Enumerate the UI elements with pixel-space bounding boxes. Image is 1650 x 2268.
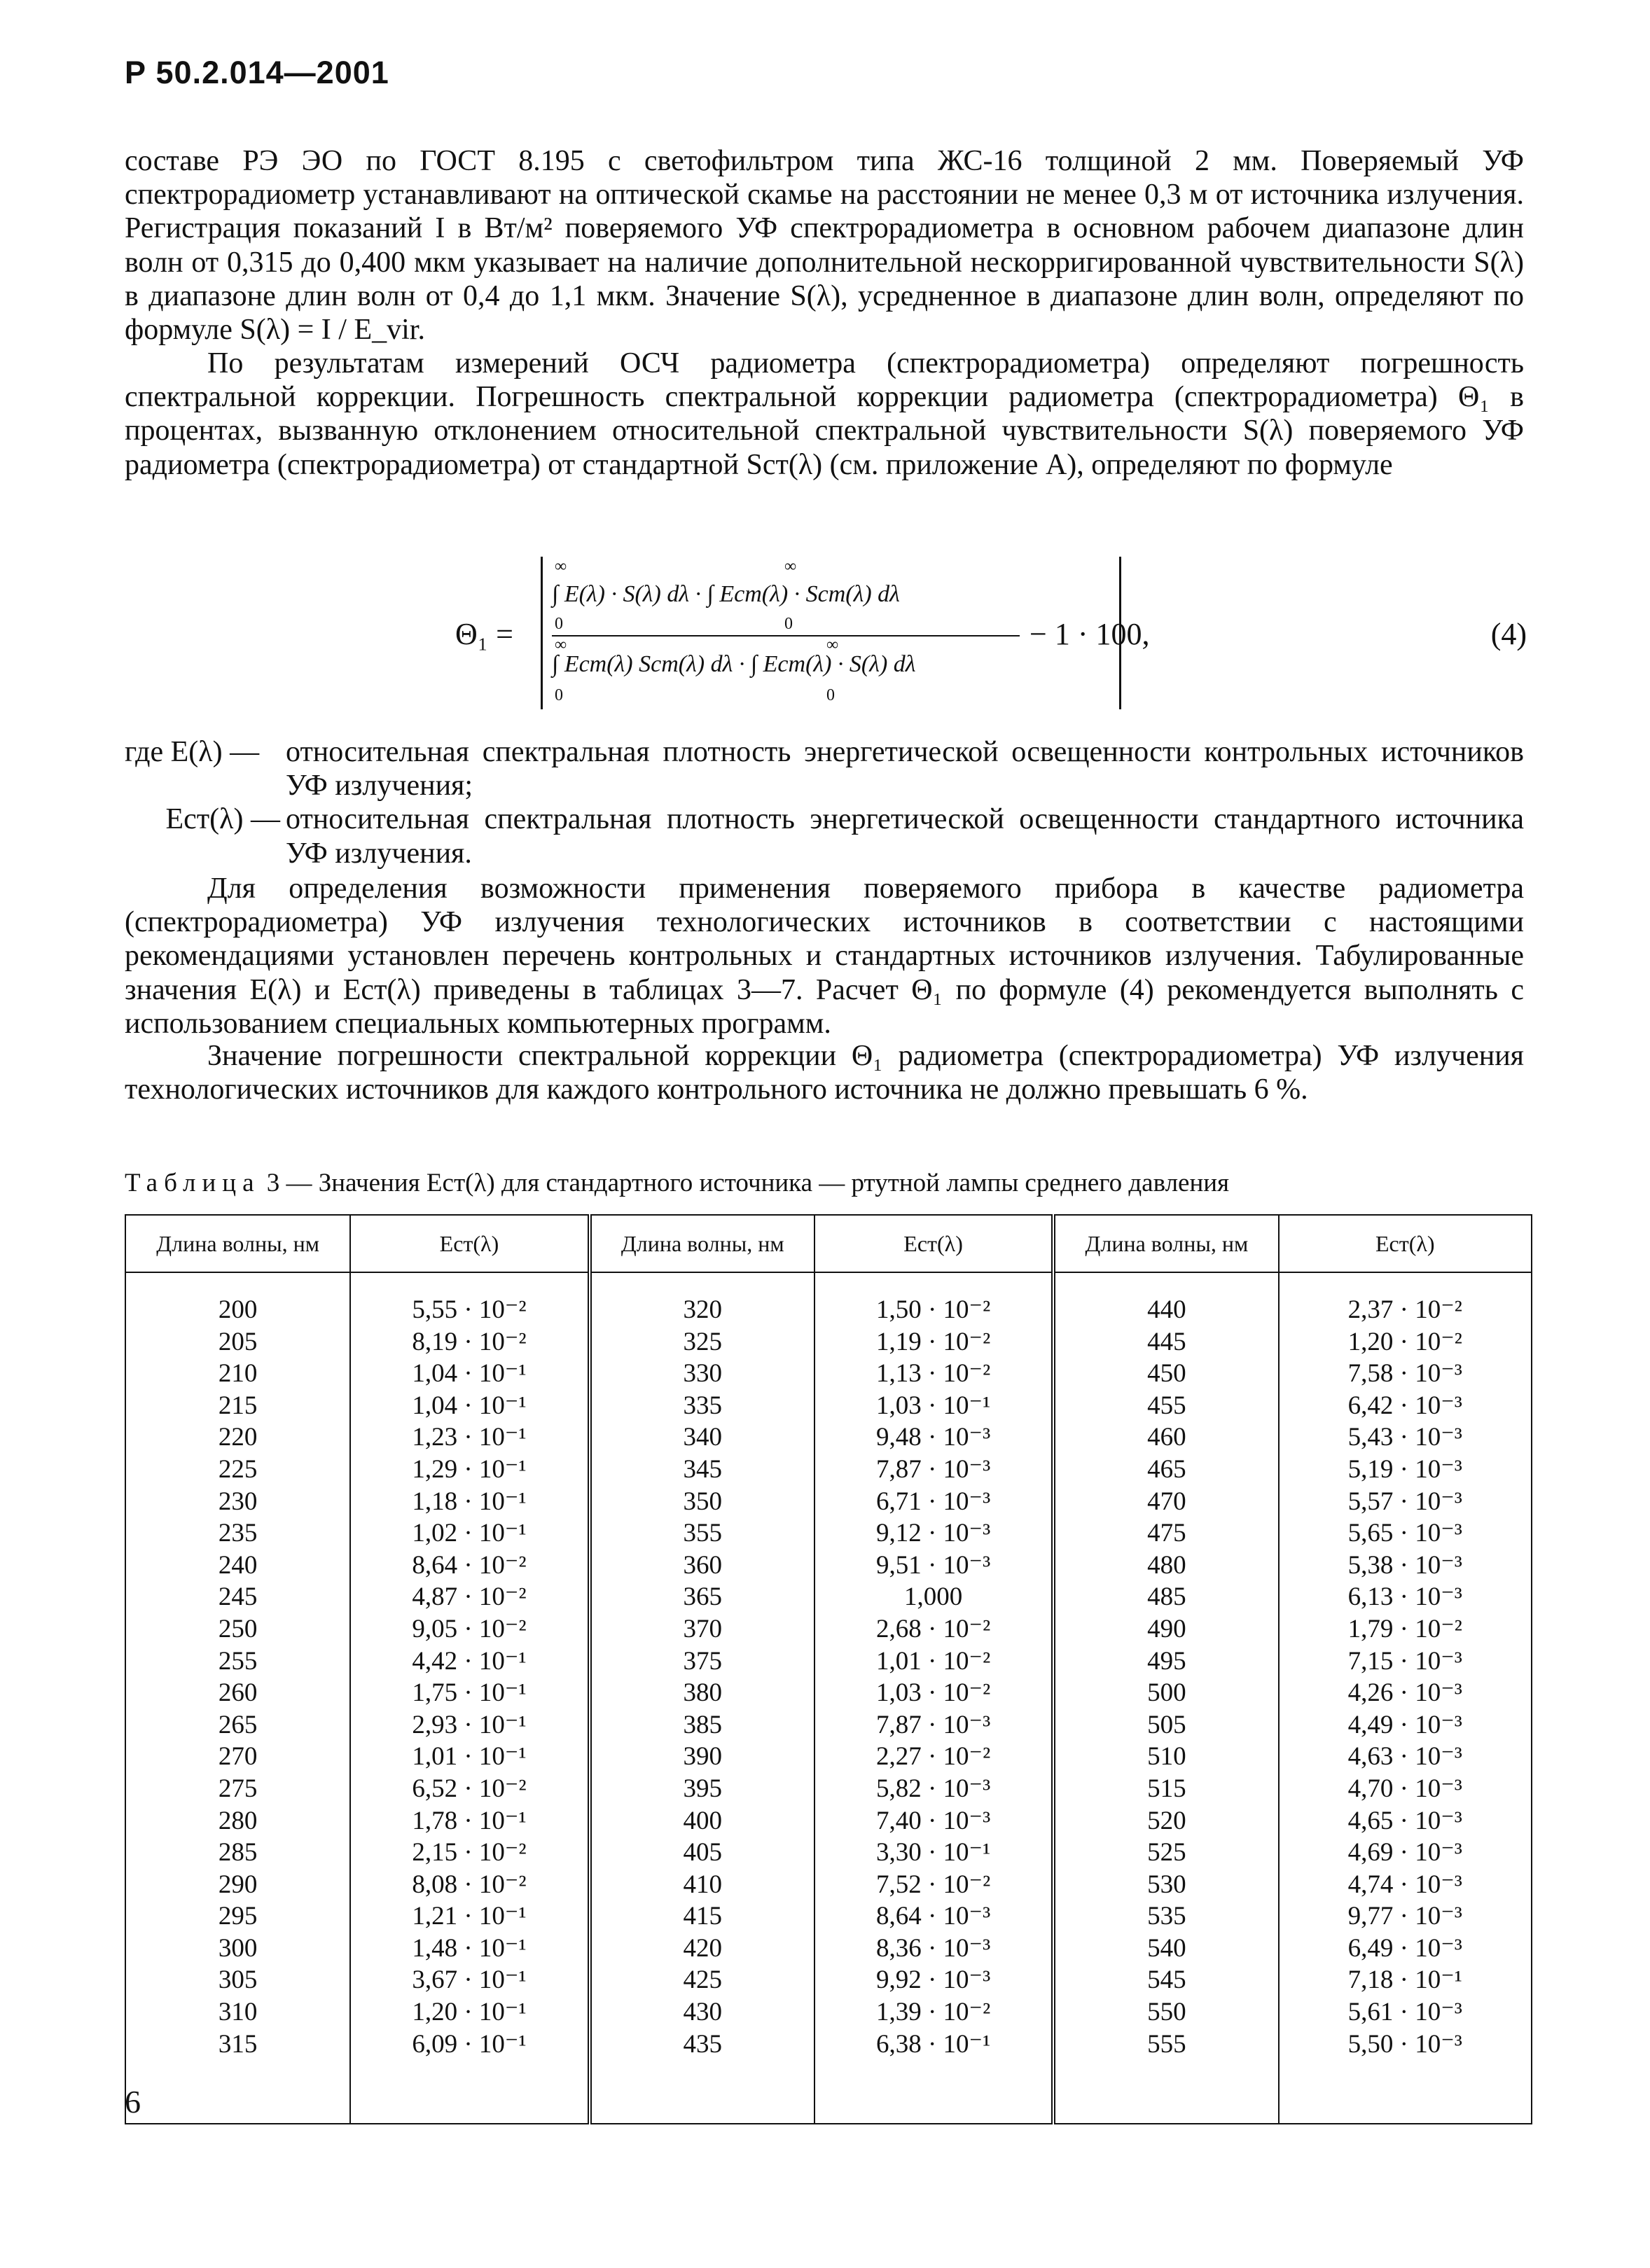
- table-row: [125, 1550, 1532, 1582]
- lower-limit: 0: [555, 615, 563, 633]
- table-row: [125, 1454, 1532, 1486]
- wavelength-cell: 445: [1053, 1326, 1278, 1358]
- wavelength-cell: 480: [1053, 1550, 1278, 1582]
- value-cell: 9,51 · 10⁻³: [814, 1550, 1053, 1582]
- wavelength-cell: 360: [590, 1550, 814, 1582]
- formula-lhs: Θ₁ =: [455, 617, 513, 651]
- wavelength-cell: 225: [125, 1454, 350, 1486]
- formula-numerator: ∫ E(λ) · S(λ) dλ · ∫ Eст(λ) · Sст(λ) dλ: [552, 581, 900, 607]
- value-cell: 9,48 · 10⁻³: [814, 1421, 1053, 1454]
- value-cell: 4,42 · 10⁻¹: [350, 1646, 589, 1678]
- value-cell: 5,50 · 10⁻³: [1279, 2029, 1532, 2061]
- column-header: Длина волны, нм: [590, 1215, 814, 1272]
- wavelength-cell: 440: [1053, 1294, 1278, 1326]
- value-cell: 5,55 · 10⁻²: [350, 1294, 589, 1326]
- wavelength-cell: 380: [590, 1677, 814, 1709]
- table-row: [125, 1326, 1532, 1358]
- value-cell: 7,15 · 10⁻³: [1279, 1646, 1532, 1678]
- abs-bar-left: [541, 557, 543, 709]
- wavelength-cell: 235: [125, 1517, 350, 1550]
- wavelength-cell: 210: [125, 1358, 350, 1390]
- value-cell: 1,23 · 10⁻¹: [350, 1421, 589, 1454]
- table-header-row: [125, 1215, 1532, 1272]
- value-cell: 2,37 · 10⁻²: [1279, 1294, 1532, 1326]
- wavelength-cell: 220: [125, 1421, 350, 1454]
- value-cell: 4,69 · 10⁻³: [1279, 1837, 1532, 1869]
- wavelength-cell: 495: [1053, 1646, 1278, 1678]
- table-row: [125, 1741, 1532, 1773]
- column-header: Длина волны, нм: [1053, 1215, 1278, 1272]
- table-row: [125, 2029, 1532, 2061]
- value-cell: 6,52 · 10⁻²: [350, 1773, 589, 1805]
- table-row: [125, 1646, 1532, 1678]
- value-cell: 1,78 · 10⁻¹: [350, 1805, 589, 1837]
- page-number: 6: [125, 2084, 141, 2120]
- wavelength-cell: 470: [1053, 1486, 1278, 1518]
- value-cell: 9,92 · 10⁻³: [814, 1964, 1053, 1996]
- wavelength-cell: 530: [1053, 1869, 1278, 1901]
- value-cell: 1,03 · 10⁻¹: [814, 1390, 1053, 1422]
- wavelength-cell: 485: [1053, 1581, 1278, 1613]
- wavelength-cell: 280: [125, 1805, 350, 1837]
- wavelength-cell: 325: [590, 1326, 814, 1358]
- wavelength-cell: 400: [590, 1805, 814, 1837]
- wavelength-cell: 205: [125, 1326, 350, 1358]
- wavelength-cell: 230: [125, 1486, 350, 1518]
- column-header: Eст(λ): [1279, 1215, 1532, 1272]
- value-cell: 4,87 · 10⁻²: [350, 1581, 589, 1613]
- table-bottom-spacer: [125, 2060, 1532, 2124]
- value-cell: 4,65 · 10⁻³: [1279, 1805, 1532, 1837]
- table-row: [125, 1709, 1532, 1741]
- definition-term: где E(λ) —: [125, 736, 260, 768]
- wavelength-cell: 240: [125, 1550, 350, 1582]
- wavelength-cell: 525: [1053, 1837, 1278, 1869]
- wavelength-cell: 365: [590, 1581, 814, 1613]
- wavelength-cell: 535: [1053, 1900, 1278, 1933]
- wavelength-cell: 310: [125, 1996, 350, 2029]
- value-cell: 6,38 · 10⁻¹: [814, 2029, 1053, 2061]
- value-cell: 1,01 · 10⁻²: [814, 1646, 1053, 1678]
- wavelength-cell: 375: [590, 1646, 814, 1678]
- wavelength-cell: 290: [125, 1869, 350, 1901]
- value-cell: 9,05 · 10⁻²: [350, 1613, 589, 1646]
- wavelength-cell: 550: [1053, 1996, 1278, 2029]
- wavelength-cell: 370: [590, 1613, 814, 1646]
- formula-tail: − 1 · 100,: [1029, 617, 1150, 651]
- value-cell: 6,13 · 10⁻³: [1279, 1581, 1532, 1613]
- value-cell: 2,68 · 10⁻²: [814, 1613, 1053, 1646]
- table-spacer-row: [125, 1272, 1532, 1294]
- value-cell: 4,63 · 10⁻³: [1279, 1741, 1532, 1773]
- value-cell: 1,48 · 10⁻¹: [350, 1933, 589, 1965]
- table-row: [125, 1486, 1532, 1518]
- table-row: [125, 1933, 1532, 1965]
- value-cell: 1,75 · 10⁻¹: [350, 1677, 589, 1709]
- value-cell: 7,18 · 10⁻¹: [1279, 1964, 1532, 1996]
- table-row: [125, 1773, 1532, 1805]
- value-cell: 7,87 · 10⁻³: [814, 1454, 1053, 1486]
- wavelength-cell: 515: [1053, 1773, 1278, 1805]
- value-cell: 1,29 · 10⁻¹: [350, 1454, 589, 1486]
- value-cell: 6,09 · 10⁻¹: [350, 2029, 589, 2061]
- wavelength-cell: 335: [590, 1390, 814, 1422]
- definition-item: [125, 735, 1524, 802]
- value-cell: 3,67 · 10⁻¹: [350, 1964, 589, 1996]
- wavelength-cell: 415: [590, 1900, 814, 1933]
- value-cell: 1,13 · 10⁻²: [814, 1358, 1053, 1390]
- lower-limit: 0: [555, 686, 563, 704]
- paragraph-4: Значение погрешности спектральной коррекции Θ₁ радиометра (спектрорадиометра) УФ излучения технологических источников для каждого контрольного источника не должно превышать 6 %.: [125, 1040, 1524, 1106]
- wavelength-cell: 305: [125, 1964, 350, 1996]
- value-cell: 8,64 · 10⁻²: [350, 1550, 589, 1582]
- wavelength-cell: 255: [125, 1646, 350, 1678]
- wavelength-cell: 250: [125, 1613, 350, 1646]
- formula-4: [434, 553, 1527, 714]
- wavelength-cell: 300: [125, 1933, 350, 1965]
- upper-limit: ∞: [555, 557, 567, 576]
- paragraph-2: По результатам измерений ОСЧ радиометра (спектрорадиометра) определяют погрешность спектральной коррекции. Погрешность спектральной коррекции радиометра (спектрорадиометра) Θ₁ в процентах, вызванную отклонением относительной спектральной чувствительности S(λ) поверяемого УФ радиометра (спектрорадиометра) от стандартной Sст(λ) (см. приложение А), определяют по формуле: [125, 347, 1524, 481]
- value-cell: 8,64 · 10⁻³: [814, 1900, 1053, 1933]
- value-cell: 1,03 · 10⁻²: [814, 1677, 1053, 1709]
- wavelength-cell: 385: [590, 1709, 814, 1741]
- upper-limit: ∞: [784, 557, 797, 576]
- table-row: [125, 1837, 1532, 1869]
- lower-limit: 0: [784, 615, 793, 633]
- wavelength-cell: 355: [590, 1517, 814, 1550]
- table-caption-text: 3 — Значения Eст(λ) для стандартного источника — ртутной лампы среднего давления: [266, 1169, 1230, 1197]
- table-row: [125, 1517, 1532, 1550]
- wavelength-cell: 505: [1053, 1709, 1278, 1741]
- value-cell: 1,79 · 10⁻²: [1279, 1613, 1532, 1646]
- equation-number: (4): [1490, 617, 1527, 651]
- wavelength-cell: 270: [125, 1741, 350, 1773]
- wavelength-cell: 540: [1053, 1933, 1278, 1965]
- definition-term: Eст(λ) —: [165, 803, 280, 836]
- wavelength-cell: 330: [590, 1358, 814, 1390]
- wavelength-cell: 520: [1053, 1805, 1278, 1837]
- value-cell: 6,71 · 10⁻³: [814, 1486, 1053, 1518]
- definitions-list: [125, 735, 1524, 870]
- value-cell: 2,27 · 10⁻²: [814, 1741, 1053, 1773]
- value-cell: 4,26 · 10⁻³: [1279, 1677, 1532, 1709]
- table-row: [125, 1869, 1532, 1901]
- table-row: [125, 1294, 1532, 1326]
- value-cell: 1,19 · 10⁻²: [814, 1326, 1053, 1358]
- fraction-line: [552, 635, 1020, 636]
- wavelength-cell: 410: [590, 1869, 814, 1901]
- value-cell: 8,19 · 10⁻²: [350, 1326, 589, 1358]
- table-row: [125, 1805, 1532, 1837]
- value-cell: 6,42 · 10⁻³: [1279, 1390, 1532, 1422]
- definition-text: относительная спектральная плотность энергетической освещенности стандартного источника УФ излучения.: [286, 803, 1524, 870]
- wavelength-cell: 395: [590, 1773, 814, 1805]
- value-cell: 1,21 · 10⁻¹: [350, 1900, 589, 1933]
- data-table: [125, 1214, 1532, 2124]
- wavelength-cell: 405: [590, 1837, 814, 1869]
- paragraph-3: Для определения возможности применения поверяемого прибора в качестве радиометра (спектрорадиометра) УФ излучения технологических источников в соответствии с настоящими рекомендациями установлен перечень контрольных и стандартных источников излучения. Табулированные значения E(λ) и Eст(λ) приведены в таблицах 3—7. Расчет Θ₁ по формуле (4) рекомендуется выполнять с использованием специальных компьютерных программ.: [125, 872, 1524, 1040]
- definition-item: [125, 802, 1524, 870]
- value-cell: 5,19 · 10⁻³: [1279, 1454, 1532, 1486]
- wavelength-cell: 315: [125, 2029, 350, 2061]
- value-cell: 7,40 · 10⁻³: [814, 1805, 1053, 1837]
- value-cell: 1,20 · 10⁻²: [1279, 1326, 1532, 1358]
- document-code-header: Р 50.2.014—2001: [125, 55, 389, 90]
- wavelength-cell: 285: [125, 1837, 350, 1869]
- wavelength-cell: 340: [590, 1421, 814, 1454]
- value-cell: 4,74 · 10⁻³: [1279, 1869, 1532, 1901]
- table-row: [125, 1421, 1532, 1454]
- value-cell: 1,000: [814, 1581, 1053, 1613]
- table-row: [125, 1581, 1532, 1613]
- value-cell: 5,57 · 10⁻³: [1279, 1486, 1532, 1518]
- wavelength-cell: 420: [590, 1933, 814, 1965]
- table-body: [125, 1272, 1532, 2124]
- wavelength-cell: 320: [590, 1294, 814, 1326]
- wavelength-cell: 390: [590, 1741, 814, 1773]
- value-cell: 1,04 · 10⁻¹: [350, 1358, 589, 1390]
- wavelength-cell: 490: [1053, 1613, 1278, 1646]
- table-row: [125, 1677, 1532, 1709]
- value-cell: 7,58 · 10⁻³: [1279, 1358, 1532, 1390]
- value-cell: 5,82 · 10⁻³: [814, 1773, 1053, 1805]
- table-caption-label: Таблица: [125, 1169, 261, 1197]
- wavelength-cell: 295: [125, 1900, 350, 1933]
- table-row: [125, 1900, 1532, 1933]
- value-cell: 1,02 · 10⁻¹: [350, 1517, 589, 1550]
- value-cell: 5,38 · 10⁻³: [1279, 1550, 1532, 1582]
- column-header: Eст(λ): [814, 1215, 1053, 1272]
- wavelength-cell: 455: [1053, 1390, 1278, 1422]
- table-row: [125, 1358, 1532, 1390]
- table-caption: [125, 1168, 1229, 1198]
- value-cell: 1,18 · 10⁻¹: [350, 1486, 589, 1518]
- upper-limit: ∞: [826, 636, 839, 654]
- wavelength-cell: 500: [1053, 1677, 1278, 1709]
- lower-limit: 0: [826, 686, 835, 704]
- wavelength-cell: 275: [125, 1773, 350, 1805]
- definition-text: относительная спектральная плотность энергетической освещенности контрольных источников УФ излучения;: [286, 736, 1524, 802]
- value-cell: 1,01 · 10⁻¹: [350, 1741, 589, 1773]
- column-header: Eст(λ): [350, 1215, 589, 1272]
- value-cell: 4,49 · 10⁻³: [1279, 1709, 1532, 1741]
- table-row: [125, 1390, 1532, 1422]
- value-cell: 1,50 · 10⁻²: [814, 1294, 1053, 1326]
- table-row: [125, 1613, 1532, 1646]
- value-cell: 7,87 · 10⁻³: [814, 1709, 1053, 1741]
- value-cell: 2,93 · 10⁻¹: [350, 1709, 589, 1741]
- value-cell: 2,15 · 10⁻²: [350, 1837, 589, 1869]
- wavelength-cell: 475: [1053, 1517, 1278, 1550]
- value-cell: 8,36 · 10⁻³: [814, 1933, 1053, 1965]
- wavelength-cell: 350: [590, 1486, 814, 1518]
- wavelength-cell: 215: [125, 1390, 350, 1422]
- formula-denominator: ∫ Eст(λ) Sст(λ) dλ · ∫ Eст(λ) · S(λ) dλ: [552, 651, 916, 677]
- wavelength-cell: 200: [125, 1294, 350, 1326]
- wavelength-cell: 435: [590, 2029, 814, 2061]
- value-cell: 5,61 · 10⁻³: [1279, 1996, 1532, 2029]
- wavelength-cell: 555: [1053, 2029, 1278, 2061]
- value-cell: 6,49 · 10⁻³: [1279, 1933, 1532, 1965]
- value-cell: 1,20 · 10⁻¹: [350, 1996, 589, 2029]
- value-cell: 9,77 · 10⁻³: [1279, 1900, 1532, 1933]
- wavelength-cell: 430: [590, 1996, 814, 2029]
- wavelength-cell: 260: [125, 1677, 350, 1709]
- value-cell: 4,70 · 10⁻³: [1279, 1773, 1532, 1805]
- wavelength-cell: 345: [590, 1454, 814, 1486]
- wavelength-cell: 545: [1053, 1964, 1278, 1996]
- wavelength-cell: 425: [590, 1964, 814, 1996]
- wavelength-cell: 465: [1053, 1454, 1278, 1486]
- value-cell: 8,08 · 10⁻²: [350, 1869, 589, 1901]
- value-cell: 1,39 · 10⁻²: [814, 1996, 1053, 2029]
- upper-limit: ∞: [555, 636, 567, 654]
- paragraph-1: составе РЭ ЭО по ГОСТ 8.195 с светофильтром типа ЖС-16 толщиной 2 мм. Поверяемый УФ спектрорадиометр устанавливают на оптической скамье на расстоянии не менее 0,3 м от источника излучения. Регистрация показаний I в Вт/м² поверяемого УФ спектрорадиометра в основном рабочем диапазоне длин волн от 0,315 до 0,400 мкм указывает на наличие дополнительной нескорригированной чувствительности S(λ) в диапазоне длин волн от 0,4 до 1,1 мкм. Значение S(λ), усредненное в диапазоне длин волн, определяют по формуле S(λ) = I / E_vir.: [125, 145, 1524, 347]
- wavelength-cell: 460: [1053, 1421, 1278, 1454]
- value-cell: 9,12 · 10⁻³: [814, 1517, 1053, 1550]
- table-row: [125, 1996, 1532, 2029]
- value-cell: 1,04 · 10⁻¹: [350, 1390, 589, 1422]
- table-row: [125, 1964, 1532, 1996]
- wavelength-cell: 265: [125, 1709, 350, 1741]
- column-header: Длина волны, нм: [125, 1215, 350, 1272]
- wavelength-cell: 450: [1053, 1358, 1278, 1390]
- value-cell: 3,30 · 10⁻¹: [814, 1837, 1053, 1869]
- value-cell: 5,65 · 10⁻³: [1279, 1517, 1532, 1550]
- value-cell: 5,43 · 10⁻³: [1279, 1421, 1532, 1454]
- wavelength-cell: 245: [125, 1581, 350, 1613]
- wavelength-cell: 510: [1053, 1741, 1278, 1773]
- value-cell: 7,52 · 10⁻²: [814, 1869, 1053, 1901]
